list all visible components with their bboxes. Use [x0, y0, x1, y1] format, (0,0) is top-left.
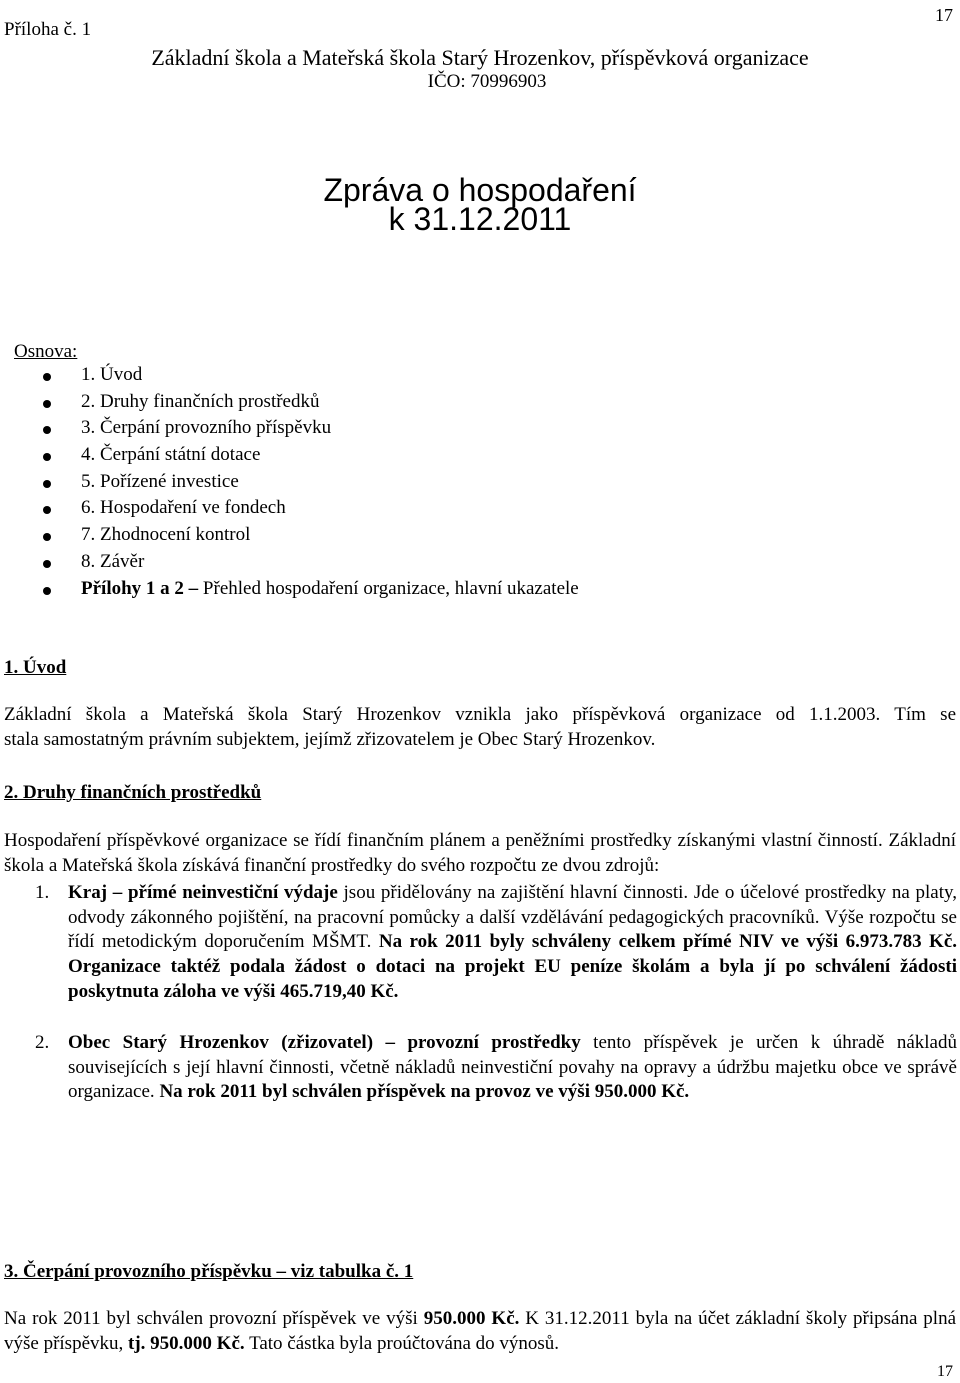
- item-body: [68, 1031, 957, 1105]
- item-body: [68, 881, 957, 1004]
- outline-item: 5. Pořízené investice: [0, 469, 579, 496]
- dash: –: [188, 577, 199, 599]
- outline-item-attachments: [0, 576, 579, 603]
- item-text: jsou přidělovány na zajištění hlavní činnosti. Jde o účelové prostředky na platy, odvody zákonného pojištění, na pracovní pomůcky a další vzdělávání pedagogických pracovníků. Výše rozpočtu se řídí metodickým doporučením MŠMT.: [68, 882, 958, 953]
- school-name: Základní škola a Mateřská škola Starý Hrozenkov, příspěvková organizace: [151, 45, 809, 70]
- ico-line: IČO: 70996903: [427, 71, 547, 92]
- section-heading-operating: 3. Čerpání provozního příspěvku – viz tabulka č. 1: [4, 1261, 414, 1282]
- intro-line: Základní škola a Mateřská škola Starý Hrozenkov vznikla jako příspěvková organizace od 1.1.2003. Tím se: [4, 704, 956, 725]
- outline-item: 3. Čerpání provozního příspěvku: [0, 415, 579, 442]
- section-heading-intro: 1. Úvod: [4, 657, 67, 678]
- outline-item: 8. Závěr: [0, 549, 579, 576]
- intro-paragraph: [4, 703, 956, 752]
- item-text: tento příspěvek je určen k úhradě nákladů souvisejících s její hlavní činnosti, včetně nákladů neinvestiční povahy na opravy a údržbu majetku obce ve správě organizace.: [68, 1032, 957, 1103]
- section-heading-funds: 2. Druhy finančních prostředků: [4, 782, 262, 803]
- para-text: Tato částka byla proúčtována do výnosů.: [249, 1332, 560, 1354]
- page-number: 17: [935, 5, 953, 25]
- para-bold: tj. 950.000 Kč.: [128, 1332, 245, 1354]
- report-date: k 31.12.2011: [388, 201, 572, 237]
- item-bold-text: Na rok 2011 byly schváleny celkem přímé NIV ve výši 6.973.783 Kč. Organizace taktéž podala žádost o dotaci na projekt EU peníze školám a byla jí po schválení žádosti poskytnuta záloha ve výši 465.719,40 Kč.: [68, 931, 958, 1002]
- outline-list: [0, 362, 579, 602]
- item-lead: Obec Starý Hrozenkov (zřizovatel) – provozní prostředky: [68, 1032, 581, 1053]
- report-title: Zpráva o hospodaření: [323, 172, 637, 208]
- outline-item: 4. Čerpání státní dotace: [0, 442, 579, 469]
- para-text: Na rok 2011 byl schválen provozní příspěvek ve výši: [4, 1308, 418, 1329]
- item-number: 1.: [35, 882, 50, 903]
- attachments-text: Přehled hospodaření organizace, hlavní ukazatele: [202, 577, 579, 599]
- attachment-label: Příloha č. 1: [4, 19, 92, 40]
- outline-item: 1. Úvod: [0, 362, 579, 389]
- item-lead: Kraj – přímé neinvestiční výdaje: [68, 882, 338, 903]
- para-bold: 950.000 Kč.: [423, 1308, 520, 1329]
- item-bold-text: Na rok 2011 byl schválen příspěvek na provoz ve výši 950.000 Kč.: [159, 1081, 690, 1103]
- intro-line: stala samostatným právním subjektem, jejímž zřizovatelem je Obec Starý Hrozenkov.: [4, 728, 656, 750]
- attachments-label: Přílohy 1 a 2: [81, 577, 184, 599]
- para-text: K 31.12.2011 byla na účet základní školy připsána plná výše příspěvku,: [4, 1308, 957, 1354]
- funding-source-item: [35, 881, 957, 1004]
- outline-item: 7. Zhodnocení kontrol: [0, 522, 579, 549]
- item-number: 2.: [35, 1032, 50, 1053]
- outline-item: 6. Hospodaření ve fondech: [0, 495, 579, 522]
- operating-paragraph: [4, 1307, 956, 1356]
- funds-intro-paragraph: Hospodaření příspěvkové organizace se řídí finančním plánem a peněžními prostředky získanými vlastní činností. Základní škola a Mateřská škola získává finanční prostředky do svého rozpočtu ze dvou zdrojů:: [4, 830, 956, 876]
- outline-label: Osnova:: [14, 341, 78, 362]
- outline-item: 2. Druhy finančních prostředků: [0, 389, 579, 416]
- funding-source-item: [35, 1031, 957, 1105]
- page-number-footer: 17: [937, 1363, 953, 1380]
